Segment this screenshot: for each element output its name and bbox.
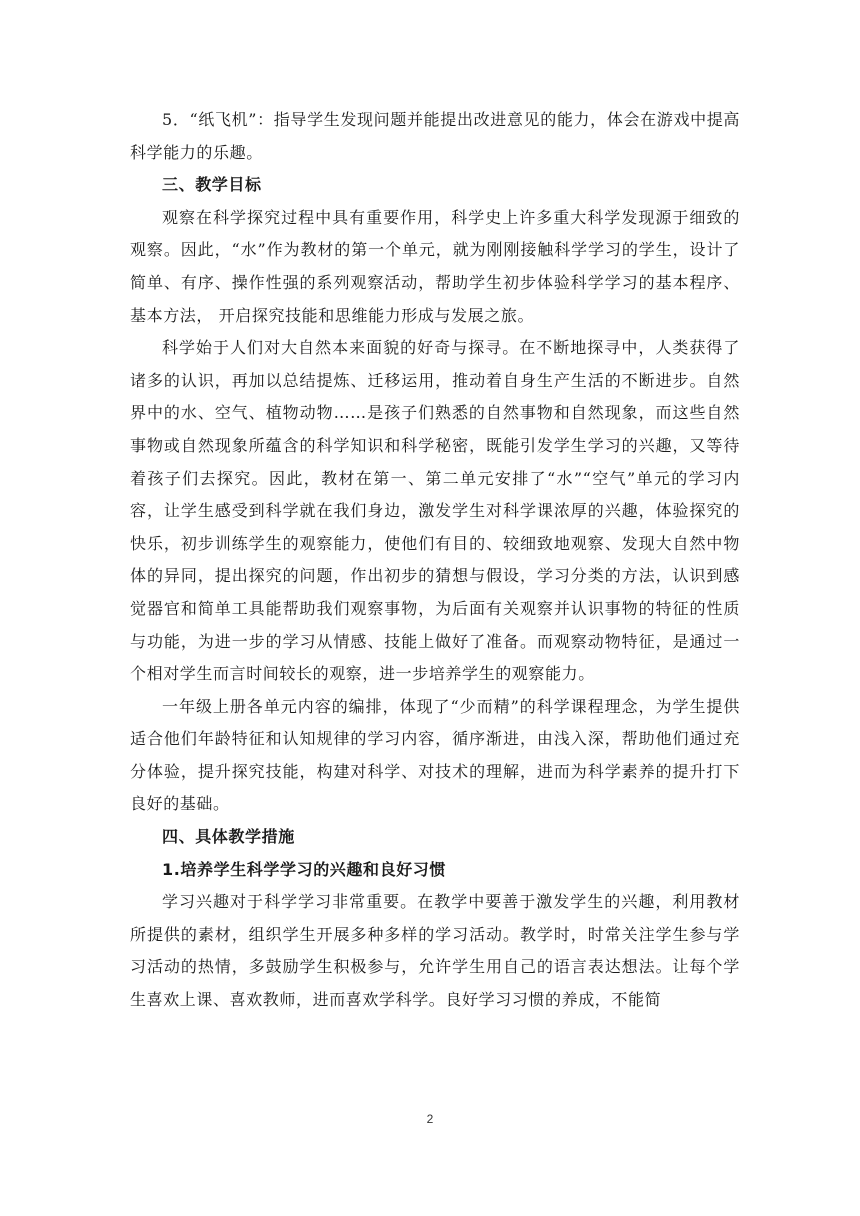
- measures-paragraph-1: 学习兴趣对于科学学习非常重要。在教学中要善于激发学生的兴趣，利用教材所提供的素材，组织学生开展多种多样的学习活动。教学时，时常关注学生参与学习活动的热情，多鼓励学生积极参与，允许学生用自己的语言表达想法。让每个学生喜欢上课、喜欢教师，进而喜欢学科学。良好学习习惯的养成，不能简: [130, 892, 740, 1010]
- page-number: 2: [426, 1112, 434, 1126]
- goals-paragraph-2: 科学始于人们对大自然本来面貌的好奇与探寻。在不断地探寻中，人类获得了诸多的认识，再加以总结提炼、迁移运用，推动着自身生产生活的不断进步。自然界中的水、空气、植物动物……是孩子们熟悉的自然事物和自然现象，而这些自然事物或自然现象所蕴含的科学知识和科学秘密，既能引发学生学习的兴趣，又等待着孩子们去探究。因此，教材在第一、第二单元安排了“水”“空气”单元的学习内容，让学生感受到科学就在我们身边，激发学生对科学课浓厚的兴趣，体验探究的快乐，初步训练学生的观察能力，使他们有目的、较细致地观察、发现大自然中物体的异同，提出探究的问题，作出初步的猜想与假设，学习分类的方法，认识到感觉器官和简单工具能帮助我们观察事物，为后面有关观察并认识事物的特征的性质与功能，为进一步的学习从情感、技能上做好了准备。而观察动物特征，是通过一个相对学生而言时间较长的观察，进一步培养学生的观察能力。: [130, 338, 740, 684]
- item-5-paper-plane: 5．“纸飞机”：指导学生发现问题并能提出改进意见的能力，体会在游戏中提高科学能力的乐趣。: [130, 110, 740, 162]
- section-4-heading: 四、具体教学措施: [162, 827, 295, 847]
- section-3-heading: 三、教学目标: [162, 175, 262, 195]
- subsection-1-heading: 1.培养学生科学学习的兴趣和良好习惯: [162, 859, 447, 879]
- document-body: [130, 104, 740, 1017]
- goals-paragraph-1: 观察在科学探究过程中具有重要作用，科学史上许多重大科学发现源于细致的观察。因此，“水”作为教材的第一个单元，就为刚刚接触科学学习的学生，设计了简单、有序、操作性强的系列观察活动，帮助学生初步体验科学学习的基本程序、 基本方法， 开启探究技能和思维能力形成与发展之旅。: [130, 207, 740, 325]
- goals-paragraph-3: 一年级上册各单元内容的编排，体现了“少而精”的科学课程理念，为学生提供适合他们年龄特征和认知规律的学习内容，循序渐进，由浅入深，帮助他们通过充分体验，提升探究技能，构建对科学、对技术的理解，进而为科学素养的提升打下良好的基础。: [130, 696, 740, 814]
